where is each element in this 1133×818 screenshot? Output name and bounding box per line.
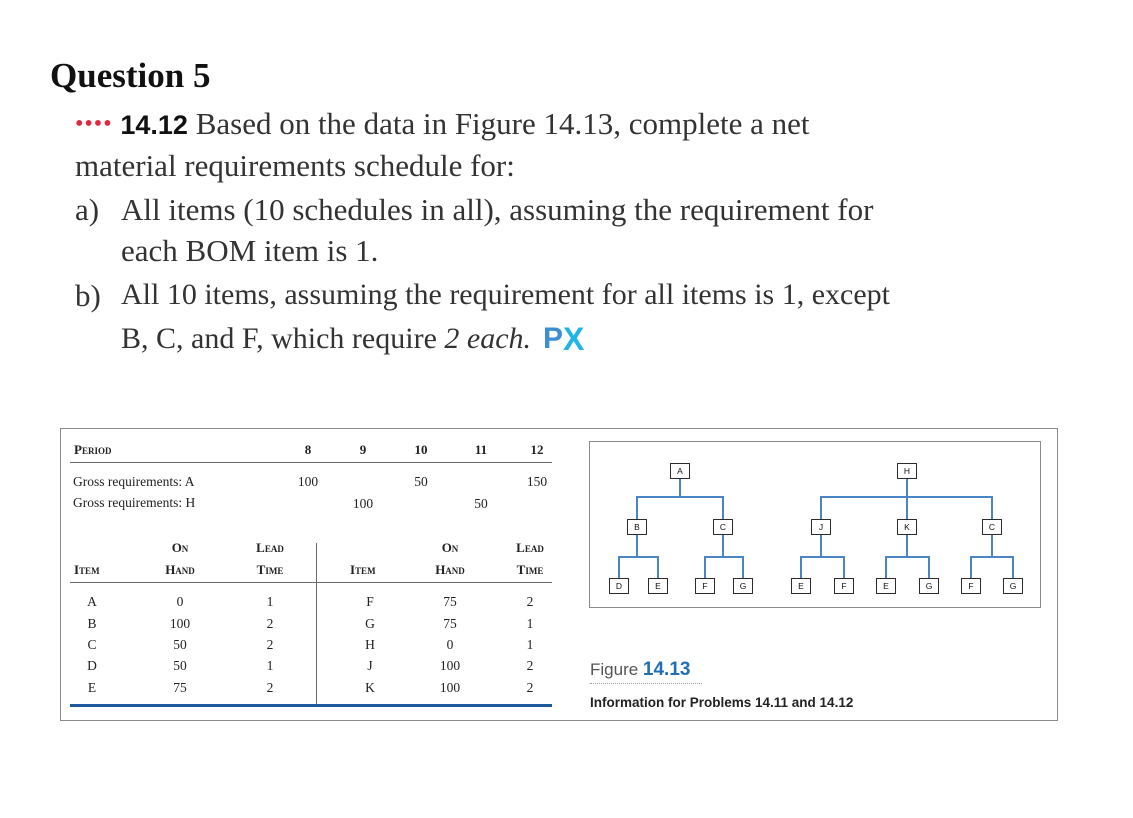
figure-number: 14.13 <box>642 659 691 680</box>
bom-node-a: A <box>670 463 690 479</box>
question-title: Question 5 <box>50 56 211 95</box>
part-b-text-2 <box>121 318 605 356</box>
period-12: 12 <box>530 442 544 457</box>
left-item: C <box>87 637 97 652</box>
bom-node-c: C <box>982 519 1002 535</box>
left-lead: 1 <box>266 658 274 673</box>
gross-a-8: 100 <box>297 474 319 489</box>
right-item: H <box>365 637 375 652</box>
bom-node-f: F <box>961 578 981 594</box>
part-b-text-2-italic: 2 each. <box>444 322 532 355</box>
part-b-text-2-plain: B, C, and F, which require <box>121 322 445 355</box>
connector <box>885 556 887 578</box>
part-a-text-1: All items (10 schedules in all), assuming the requirement for <box>121 192 874 227</box>
table-bottom-rule <box>70 704 552 707</box>
left-onhand: 50 <box>173 658 187 673</box>
header-onhand-left-bottom: Hand <box>165 562 195 577</box>
gross-label-a: Gross requirements: A <box>73 474 195 489</box>
problem-number: 14.12 <box>120 110 188 140</box>
gross-a-12: 150 <box>526 474 548 489</box>
right-lead: 1 <box>526 637 534 652</box>
right-onhand: 100 <box>439 658 461 673</box>
period-8: 8 <box>304 442 312 457</box>
right-onhand: 0 <box>446 637 454 652</box>
left-lead: 2 <box>266 616 274 631</box>
connector <box>820 496 822 519</box>
connector <box>906 533 908 557</box>
figure-word: Figure <box>590 660 639 679</box>
svg-text:X: X <box>562 322 584 352</box>
left-item: A <box>87 594 97 609</box>
connector <box>970 556 1014 558</box>
connector <box>800 556 845 558</box>
header-lead-right-top: Lead <box>516 540 544 555</box>
problem-line-1 <box>75 106 810 142</box>
connector <box>885 556 930 558</box>
figure-label <box>590 659 690 681</box>
left-onhand: 50 <box>173 637 187 652</box>
figure-label-rule <box>590 683 702 684</box>
header-onhand-left-top: On <box>171 540 189 555</box>
header-lead-left-bottom: Time <box>256 562 284 577</box>
connector <box>722 496 724 519</box>
connector <box>618 556 659 558</box>
connector <box>1012 556 1014 578</box>
bom-node-g: G <box>1003 578 1023 594</box>
left-lead: 1 <box>266 594 274 609</box>
left-onhand: 75 <box>173 680 187 695</box>
bom-node-d: D <box>609 578 629 594</box>
gross-h-11: 50 <box>474 496 488 511</box>
bom-node-b: B <box>627 519 647 535</box>
connector <box>991 533 993 557</box>
connector <box>843 556 845 578</box>
connector <box>618 556 620 578</box>
bom-node-e: E <box>648 578 668 594</box>
header-onhand-right-top: On <box>441 540 459 555</box>
connector <box>928 556 930 578</box>
header-lead-left-top: Lead <box>256 540 284 555</box>
connector <box>742 556 744 578</box>
left-item: E <box>87 680 97 695</box>
connector <box>970 556 972 578</box>
connector <box>704 556 744 558</box>
bom-node-f: F <box>695 578 715 594</box>
left-lead: 2 <box>266 637 274 652</box>
svg-text:P: P <box>542 322 563 352</box>
period-9: 9 <box>359 442 367 457</box>
connector <box>722 533 724 557</box>
gross-label-h: Gross requirements: H <box>73 495 196 510</box>
header-rule <box>70 582 552 583</box>
column-divider <box>316 543 317 706</box>
header-lead-right-bottom: Time <box>516 562 544 577</box>
right-onhand: 100 <box>439 680 461 695</box>
left-onhand: 100 <box>169 616 191 631</box>
left-lead: 2 <box>266 680 274 695</box>
left-onhand: 0 <box>176 594 184 609</box>
bom-node-j: J <box>811 519 831 535</box>
period-label: Period <box>74 442 112 457</box>
period-11: 11 <box>474 442 488 457</box>
right-item: J <box>367 658 373 673</box>
bom-node-g: G <box>919 578 939 594</box>
right-onhand: 75 <box>443 616 457 631</box>
period-10: 10 <box>414 442 428 457</box>
bom-node-g: G <box>733 578 753 594</box>
difficulty-dots: •••• <box>75 111 113 137</box>
right-item: F <box>366 594 374 609</box>
connector <box>991 496 993 519</box>
right-item: G <box>365 616 375 631</box>
bom-node-h: H <box>897 463 917 479</box>
bom-node-e: E <box>791 578 811 594</box>
connector <box>906 477 908 497</box>
part-b-text-1: All 10 items, assuming the requirement for all items is 1, except <box>121 278 890 311</box>
gross-h-9: 100 <box>352 496 374 511</box>
part-a-label: a) <box>75 192 100 227</box>
connector <box>636 533 638 557</box>
left-item: D <box>87 658 97 673</box>
connector <box>636 496 638 519</box>
connector <box>800 556 802 578</box>
figure-caption: Information for Problems 14.11 and 14.12 <box>590 695 854 710</box>
bom-node-k: K <box>897 519 917 535</box>
right-lead: 2 <box>526 658 534 673</box>
gross-a-10: 50 <box>414 474 428 489</box>
right-lead: 2 <box>526 680 534 695</box>
period-rule <box>70 462 552 463</box>
connector <box>906 496 908 519</box>
px-logo-icon[interactable] <box>543 322 605 360</box>
right-lead: 1 <box>526 616 534 631</box>
right-onhand: 75 <box>443 594 457 609</box>
connector <box>636 496 724 498</box>
part-b-label: b) <box>75 278 101 313</box>
header-onhand-right-bottom: Hand <box>435 562 465 577</box>
connector <box>679 477 681 497</box>
right-item: K <box>365 680 375 695</box>
connector <box>704 556 706 578</box>
left-item: B <box>87 616 97 631</box>
problem-line-2: material requirements schedule for: <box>75 148 515 183</box>
bom-node-f: F <box>834 578 854 594</box>
bom-node-c: C <box>713 519 733 535</box>
connector <box>657 556 659 578</box>
connector <box>820 533 822 557</box>
right-lead: 2 <box>526 594 534 609</box>
bom-node-e: E <box>876 578 896 594</box>
problem-text-1: Based on the data in Figure 14.13, complete a net <box>195 106 810 141</box>
part-a-text-2: each BOM item is 1. <box>121 233 379 268</box>
header-item-left: Item <box>74 562 100 577</box>
header-item-right: Item <box>350 562 376 577</box>
